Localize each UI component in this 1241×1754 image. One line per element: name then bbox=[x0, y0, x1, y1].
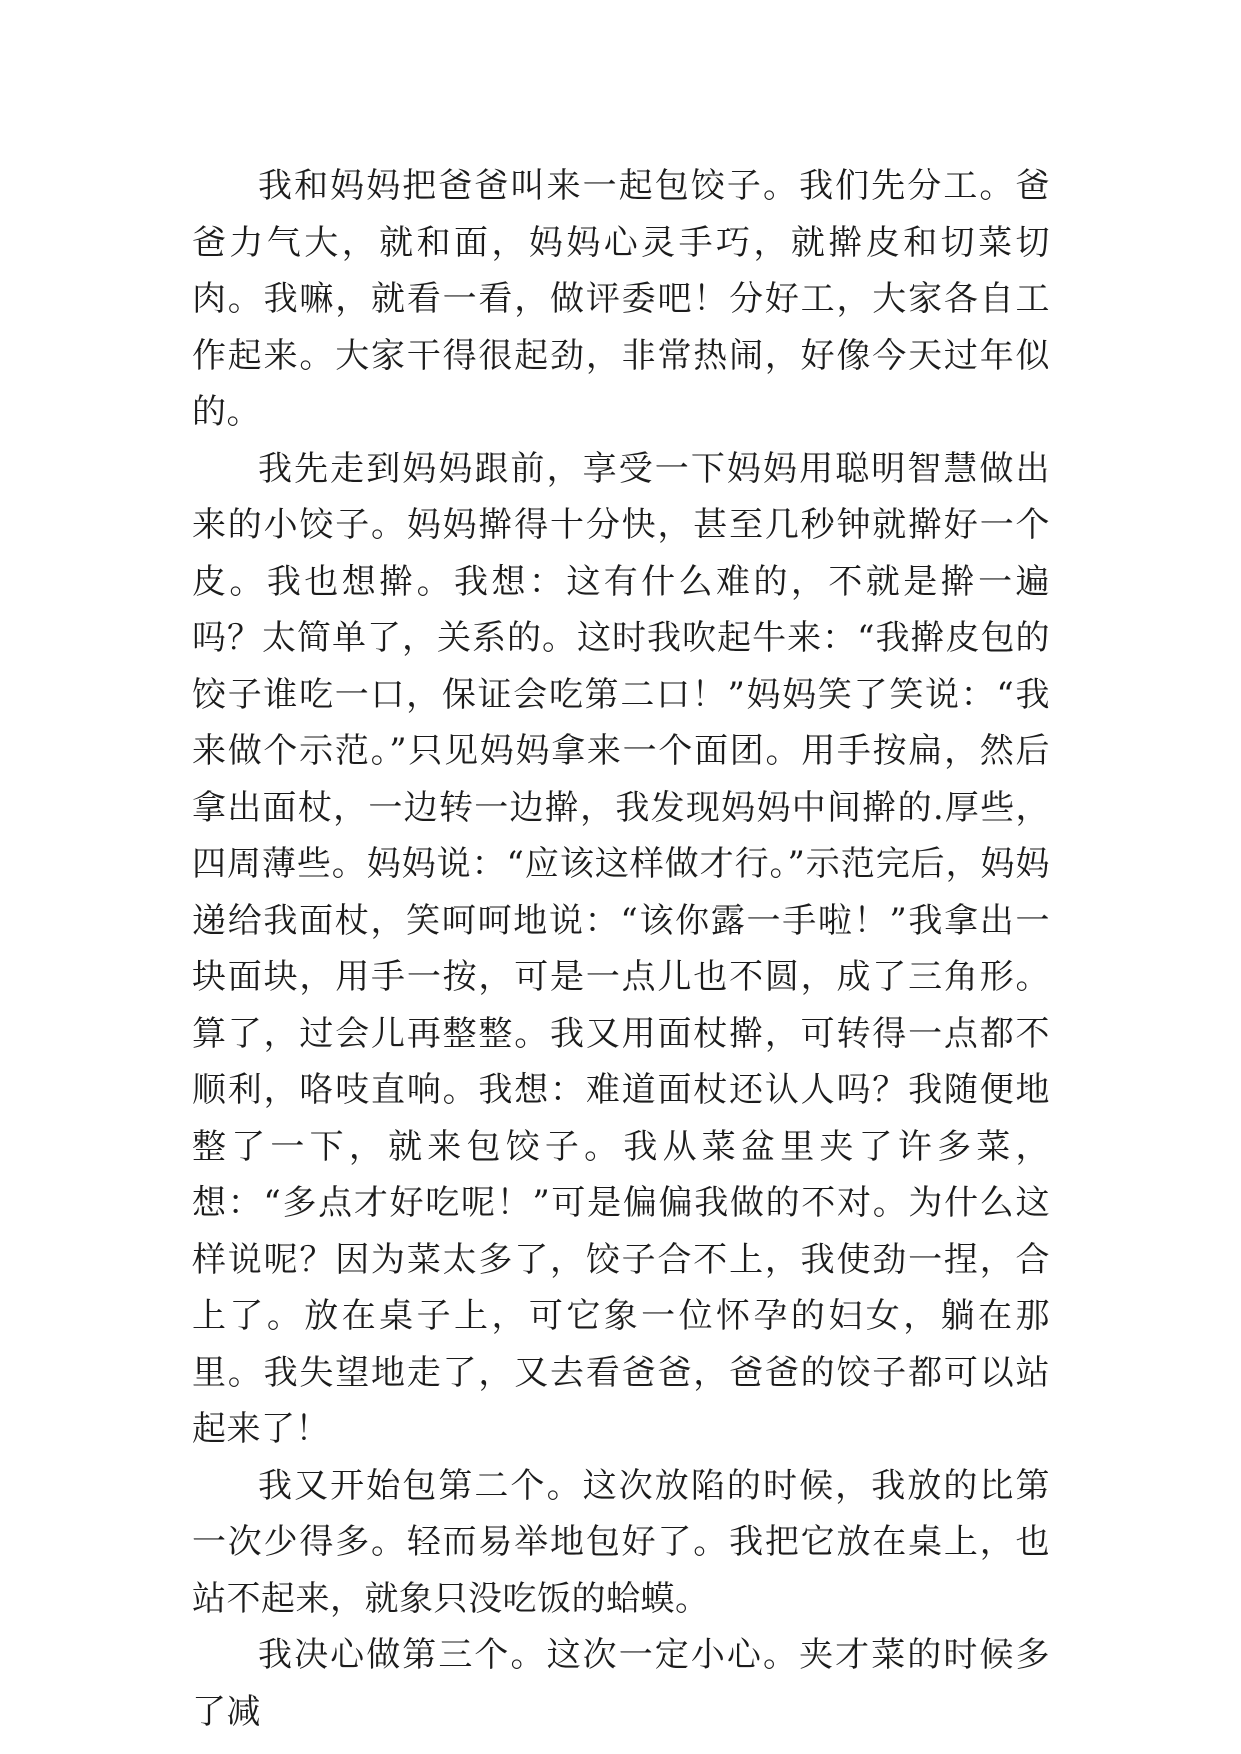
paragraph-1: 我和妈妈把爸爸叫来一起包饺子。我们先分工。爸爸力气大，就和面，妈妈心灵手巧，就擀皮和切菜切肉。我嘛，就看一看，做评委吧！分好工，大家各自工作起来。大家干得很起劲，非常热闹，好像今天过年似的。 bbox=[192, 166, 1050, 432]
paragraph-2: 我先走到妈妈跟前，享受一下妈妈用聪明智慧做出来的小饺子。妈妈擀得十分快，甚至几秒钟就擀好一个皮。我也想擀。我想：这有什么难的，不就是擀一遍吗？太简单了，关系的。这时我吹起牛来：“我擀皮包的饺子谁吃一口，保证会吃第二口！”妈妈笑了笑说：“我来做个示范。”只见妈妈拿来一个面团。用手按扁，然后拿出面杖，一边转一边擀，我发现妈妈中间擀的.厚些，四周薄些。妈妈说：“应该这样做才行。”示范完后，妈妈递给我面杖，笑呵呵地说：“该你露一手啦！”我拿出一块面块，用手一按，可是一点儿也不圆，成了三角形。算了，过会儿再整整。我又用面杖擀，可转得一点都不顺利，咯吱直响。我想：难道面杖还认人吗？我随便地整了一下，就来包饺子。我从菜盆里夹了许多菜，想：“多点才好吃呢！”可是偏偏我做的不对。为什么这样说呢？因为菜太多了，饺子合不上，我使劲一捏，合上了。放在桌子上，可它象一位怀孕的妇女，躺在那里。我失望地走了，又去看爸爸，爸爸的饺子都可以站起来了！ bbox=[192, 448, 1050, 1449]
essay-body bbox=[192, 158, 1050, 1740]
paragraph-3: 我又开始包第二个。这次放陷的时候，我放的比第一次少得多。轻而易举地包好了。我把它放在桌上，也站不起来，就象只没吃饭的蛤蟆。 bbox=[192, 1465, 1050, 1619]
paragraph-4: 我决心做第三个。这次一定小心。夹才菜的时候多了减 bbox=[192, 1635, 1050, 1732]
